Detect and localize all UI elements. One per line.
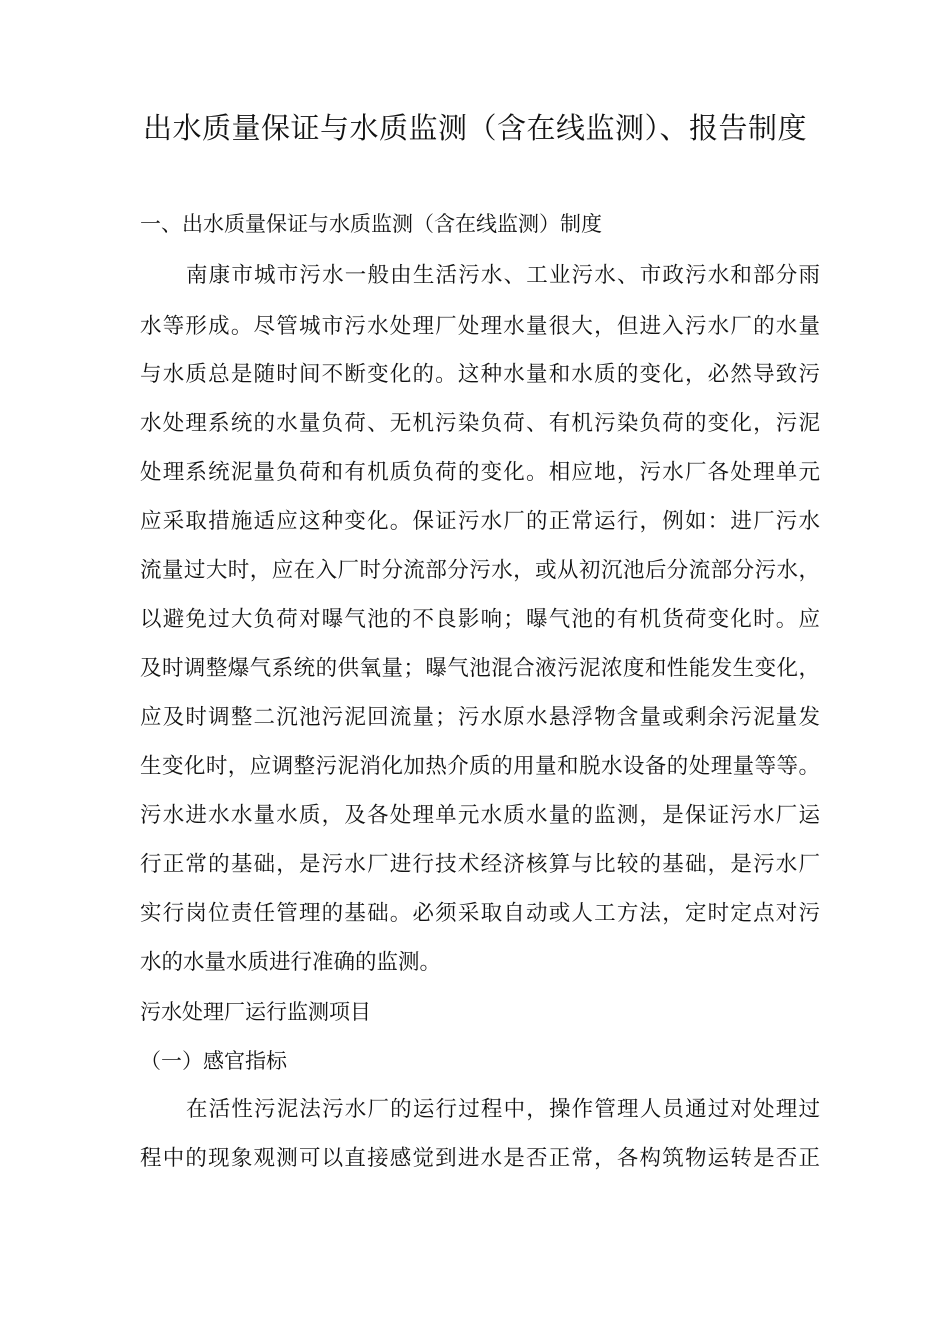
paragraph-1-line: 与水质总是随时间不断变化的。这种水量和水质的变化，必然导致污: [140, 362, 820, 387]
paragraph-1-line: 以避免过大负荷对曝气池的不良影响；曝气池的有机货荷变化时。应: [140, 607, 820, 632]
paragraph-1-line: 流量过大时，应在入厂时分流部分污水，或从初沉池后分流部分污水，: [140, 558, 820, 583]
paragraph-2-line: 程中的现象观测可以直接感觉到进水是否正常，各构筑物运转是否正: [140, 1146, 820, 1171]
paragraph-1-line: 生变化时，应调整污泥消化加热介质的用量和脱水设备的处理量等等。: [140, 754, 820, 779]
paragraph-1-line: 及时调整爆气系统的供氧量；曝气池混合液污泥浓度和性能发生变化，: [140, 656, 820, 681]
paragraph-1-line: 实行岗位责任管理的基础。必须采取自动或人工方法，定时定点对污: [140, 901, 820, 926]
paragraph-1-line: 南康市城市污水一般由生活污水、工业污水、市政污水和部分雨: [186, 263, 820, 288]
section-heading: 一、出水质量保证与水质监测（含在线监测）制度: [140, 212, 602, 236]
paragraph-1-line: 行正常的基础，是污水厂进行技术经济核算与比较的基础，是污水厂: [140, 852, 820, 877]
paragraph-1-line: 应及时调整二沉池污泥回流量；污水原水悬浮物含量或剩余污泥量发: [140, 705, 820, 730]
paragraph-1-line: 污水进水水量水质，及各处理单元水质水量的监测，是保证污水厂运: [140, 803, 820, 828]
paragraph-1-line: 水等形成。尽管城市污水处理厂处理水量很大，但进入污水厂的水量: [140, 314, 820, 339]
monitoring-items-heading: 污水处理厂运行监测项目: [140, 1000, 371, 1024]
paragraph-2-line: 在活性污泥法污水厂的运行过程中，操作管理人员通过对处理过: [186, 1097, 820, 1122]
paragraph-1-line: 处理系统泥量负荷和有机质负荷的变化。相应地，污水厂各处理单元: [140, 460, 820, 485]
subsection-heading: （一）感官指标: [140, 1049, 287, 1073]
paragraph-1-line: 水的水量水质进行准确的监测。: [140, 950, 442, 975]
paragraph-1-line: 水处理系统的水量负荷、无机污染负荷、有机污染负荷的变化，污泥: [140, 411, 820, 436]
paragraph-1-line: 应采取措施适应这种变化。保证污水厂的正常运行，例如：进厂污水: [140, 509, 820, 534]
document-title: 出水质量保证与水质监测（含在线监测）、报告制度: [142, 111, 807, 145]
